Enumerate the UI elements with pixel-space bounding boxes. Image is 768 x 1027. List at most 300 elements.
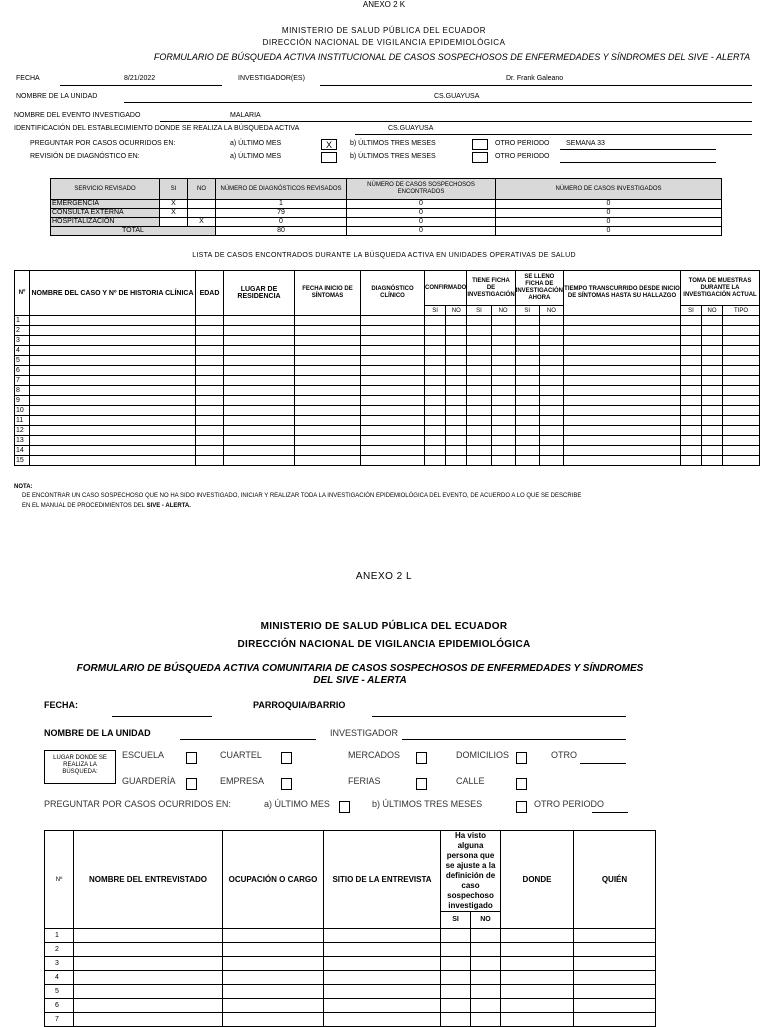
table-cell[interactable] [224,456,295,466]
table-cell[interactable] [441,929,471,943]
table-cell[interactable] [681,366,702,376]
table-cell[interactable] [564,346,681,356]
table-cell[interactable] [196,356,224,366]
domicilios-checkbox[interactable] [516,752,527,764]
table-cell[interactable] [515,326,539,336]
table-cell[interactable] [515,386,539,396]
table-cell[interactable] [446,356,467,366]
table-cell[interactable] [224,376,295,386]
table-cell[interactable] [467,426,491,436]
table-cell[interactable] [324,1013,441,1027]
table-cell[interactable] [539,346,563,356]
table-cell[interactable] [681,386,702,396]
table-cell[interactable] [501,957,574,971]
table-cell[interactable] [467,386,491,396]
table-cell[interactable] [30,386,196,396]
table-cell[interactable] [681,446,702,456]
table-cell[interactable] [491,396,515,406]
table-cell[interactable] [491,426,515,436]
table-cell[interactable] [441,1013,471,1027]
table-cell[interactable] [515,366,539,376]
guarderia-checkbox[interactable] [186,778,197,790]
table-cell[interactable] [574,985,656,999]
table-cell[interactable] [196,426,224,436]
table-cell[interactable] [74,985,223,999]
table-cell[interactable] [539,316,563,326]
table-cell[interactable] [501,971,574,985]
table-cell[interactable] [564,336,681,346]
table-cell[interactable] [467,456,491,466]
table-cell[interactable] [702,416,723,426]
table-cell[interactable] [224,426,295,436]
table-cell[interactable] [723,446,760,456]
table-cell[interactable] [196,346,224,356]
rev-tres-meses-checkbox[interactable] [472,152,488,163]
table-cell[interactable] [30,356,196,366]
table-cell[interactable] [471,999,501,1013]
table-cell[interactable] [574,943,656,957]
table-cell[interactable] [501,943,574,957]
table-cell[interactable] [196,456,224,466]
table-cell[interactable] [564,436,681,446]
empresa-checkbox[interactable] [281,778,292,790]
table-cell[interactable] [471,971,501,985]
table-cell[interactable] [425,336,446,346]
table-cell[interactable] [446,416,467,426]
table-cell[interactable] [446,406,467,416]
table-cell[interactable] [361,346,425,356]
table-cell[interactable] [723,376,760,386]
table-cell[interactable] [361,376,425,386]
hdr-donde: DONDE [501,831,574,929]
investigador-label: INVESTIGADOR(ES) [238,75,305,82]
table-cell[interactable] [702,426,723,436]
table-cell[interactable] [446,326,467,336]
table-cell[interactable] [74,1013,223,1027]
table-cell[interactable] [515,346,539,356]
table-cell[interactable] [425,326,446,336]
table-cell[interactable] [295,386,361,396]
table-cell[interactable] [723,416,760,426]
table-cell[interactable] [196,366,224,376]
table-cell[interactable] [564,426,681,436]
table-cell[interactable] [491,356,515,366]
fecha-value[interactable]: 8/21/2022 [124,75,156,82]
table-cell[interactable] [491,376,515,386]
table-cell[interactable] [467,446,491,456]
table-cell[interactable] [539,426,563,436]
table-cell[interactable] [702,436,723,446]
table-cell[interactable] [361,446,425,456]
table-cell[interactable] [491,406,515,416]
table-cell[interactable] [471,985,501,999]
table-cell[interactable] [539,326,563,336]
table-cell[interactable] [441,985,471,999]
table-cell[interactable] [446,316,467,326]
table-cell[interactable] [564,356,681,366]
table-cell[interactable] [74,999,223,1013]
table-cell[interactable] [681,336,702,346]
table-cell[interactable] [295,316,361,326]
table-cell[interactable] [564,446,681,456]
table-cell[interactable] [30,376,196,386]
table-cell[interactable] [441,999,471,1013]
table-cell[interactable] [515,336,539,346]
table-cell[interactable] [30,336,196,346]
table-cell[interactable] [223,985,324,999]
table-cell[interactable] [702,376,723,386]
table-cell[interactable] [361,406,425,416]
table-cell[interactable] [324,929,441,943]
table-cell[interactable] [501,999,574,1013]
table-cell[interactable] [446,396,467,406]
table-cell[interactable] [324,971,441,985]
table-cell[interactable] [30,316,196,326]
table-cell[interactable] [441,957,471,971]
table-cell[interactable] [361,316,425,326]
table-cell[interactable] [224,446,295,456]
table-cell[interactable] [515,376,539,386]
table-cell[interactable] [681,416,702,426]
table-cell[interactable] [702,336,723,346]
table-cell[interactable] [30,436,196,446]
table-cell[interactable] [467,416,491,426]
table-cell[interactable] [467,366,491,376]
table-cell[interactable] [723,366,760,376]
table-cell[interactable] [295,456,361,466]
table-cell[interactable] [196,416,224,426]
table-cell[interactable] [425,406,446,416]
table-cell[interactable] [30,406,196,416]
table-cell[interactable] [361,326,425,336]
table-cell[interactable] [539,336,563,346]
investigador-value[interactable]: Dr. Frank Galeano [506,75,564,82]
table-cell[interactable] [574,957,656,971]
table-cell[interactable] [467,326,491,336]
table-cell[interactable] [425,366,446,376]
table-cell[interactable] [361,396,425,406]
table-cell[interactable] [224,336,295,346]
table-cell[interactable] [30,446,196,456]
calle-checkbox[interactable] [516,778,527,790]
table-cell[interactable] [515,436,539,446]
otro-periodo-value[interactable]: SEMANA 33 [566,140,605,147]
table-cell[interactable] [224,436,295,446]
table-cell[interactable] [446,426,467,436]
table-cell[interactable] [446,456,467,466]
table-cell[interactable] [224,396,295,406]
table-cell[interactable] [723,356,760,366]
rev-ultimo-mes-checkbox[interactable] [321,152,337,163]
table-cell[interactable] [223,999,324,1013]
table-cell[interactable] [564,456,681,466]
table-cell[interactable] [702,346,723,356]
table-cell[interactable] [30,366,196,376]
otro-periodo-label-l: OTRO PERIODO [534,799,605,809]
table-cell[interactable] [223,929,324,943]
table-cell[interactable] [30,396,196,406]
cuartel-checkbox[interactable] [281,752,292,764]
table-cell[interactable] [723,326,760,336]
table-cell[interactable] [723,456,760,466]
table-cell[interactable] [467,436,491,446]
table-cell[interactable] [467,316,491,326]
table-cell[interactable] [224,356,295,366]
table-cell[interactable] [471,957,501,971]
table-cell[interactable] [539,406,563,416]
table-cell[interactable] [681,406,702,416]
table-cell[interactable] [224,346,295,356]
table-cell[interactable] [491,436,515,446]
table-cell[interactable] [501,929,574,943]
table-cell[interactable] [224,326,295,336]
table-cell[interactable] [564,386,681,396]
table-cell[interactable] [491,326,515,336]
form-title-l-2: DEL SIVE - ALERTA [313,675,407,686]
table-cell[interactable] [223,943,324,957]
table-cell[interactable] [74,943,223,957]
table-cell[interactable] [515,456,539,466]
table-cell[interactable] [564,406,681,416]
table-cell[interactable] [74,957,223,971]
table-cell[interactable] [196,326,224,336]
table-cell[interactable] [574,929,656,943]
table-cell[interactable] [295,366,361,376]
table-cell[interactable] [471,1013,501,1027]
table-cell[interactable] [224,406,295,416]
table-cell[interactable] [30,416,196,426]
place-domicilios: DOMICILIOS [456,750,510,760]
table-cell[interactable] [491,316,515,326]
table-cell[interactable] [564,326,681,336]
ultimo-mes-checkbox[interactable]: X [321,139,337,150]
table-cell[interactable] [681,436,702,446]
table-cell[interactable] [515,316,539,326]
table-cell[interactable] [723,316,760,326]
table-cell[interactable] [723,406,760,416]
table-cell[interactable] [425,426,446,436]
table-cell[interactable] [681,376,702,386]
table-cell[interactable] [539,366,563,376]
table-cell[interactable] [564,316,681,326]
table-cell[interactable] [425,446,446,456]
table-cell[interactable] [295,346,361,356]
table-cell[interactable] [501,1013,574,1027]
table-cell[interactable] [446,366,467,376]
table-cell[interactable] [425,316,446,326]
table-cell[interactable] [30,426,196,436]
table-cell[interactable] [702,366,723,376]
table-cell[interactable] [574,1013,656,1027]
table-cell[interactable] [539,386,563,396]
table-cell[interactable] [446,376,467,386]
table-cell[interactable] [446,346,467,356]
unidad-value[interactable]: CS.GUAYUSA [434,93,480,100]
table-cell[interactable] [74,929,223,943]
table-cell[interactable] [425,346,446,356]
table-cell[interactable] [441,971,471,985]
table-cell[interactable] [723,336,760,346]
table-cell[interactable] [425,416,446,426]
table-cell[interactable] [491,346,515,356]
table-cell[interactable] [425,456,446,466]
table-cell[interactable] [491,456,515,466]
table-cell[interactable] [196,336,224,346]
table-cell[interactable] [361,436,425,446]
table-cell[interactable] [324,957,441,971]
table-cell[interactable] [361,356,425,366]
table-cell[interactable] [361,366,425,376]
table-cell[interactable] [515,356,539,366]
table-cell[interactable] [681,426,702,436]
table-cell[interactable] [702,446,723,456]
table-cell[interactable] [471,943,501,957]
table-cell[interactable] [702,386,723,396]
table-cell[interactable] [681,326,702,336]
table-cell[interactable] [196,446,224,456]
table-cell[interactable] [295,406,361,416]
table-cell[interactable] [324,943,441,957]
table-cell[interactable] [564,396,681,406]
table-cell[interactable] [515,446,539,456]
table-cell[interactable] [467,396,491,406]
table-cell[interactable] [196,316,224,326]
table-cell[interactable] [30,456,196,466]
table-cell[interactable] [539,446,563,456]
table-cell[interactable] [30,326,196,336]
table-cell[interactable] [491,336,515,346]
tres-meses-checkbox[interactable] [472,139,488,150]
table-cell[interactable] [702,456,723,466]
mercados-checkbox[interactable] [416,752,427,764]
table-cell[interactable] [723,386,760,396]
table-cell[interactable] [295,396,361,406]
table-cell[interactable] [223,971,324,985]
table-cell[interactable] [425,436,446,446]
table-cell[interactable] [681,456,702,466]
escuela-checkbox[interactable] [186,752,197,764]
table-cell[interactable] [539,396,563,406]
table-cell[interactable] [324,985,441,999]
table-cell[interactable] [425,376,446,386]
table-cell[interactable] [467,336,491,346]
table-cell[interactable] [295,426,361,436]
table-cell[interactable] [515,406,539,416]
table-cell[interactable] [515,426,539,436]
table-cell[interactable] [361,336,425,346]
table-cell[interactable] [196,436,224,446]
table-cell[interactable] [491,366,515,376]
table-cell[interactable] [681,356,702,366]
table-cell[interactable] [295,356,361,366]
ferias-checkbox[interactable] [416,778,427,790]
table-cell[interactable] [491,416,515,426]
table-cell[interactable] [223,957,324,971]
table-cell[interactable] [574,971,656,985]
table-cell[interactable] [295,376,361,386]
table-cell[interactable] [295,416,361,426]
table-cell[interactable] [539,416,563,426]
table-cell[interactable] [723,436,760,446]
table-cell[interactable] [681,316,702,326]
table-cell[interactable] [425,356,446,366]
table-cell[interactable] [425,386,446,396]
table-cell[interactable] [491,386,515,396]
table-cell[interactable] [723,346,760,356]
table-cell[interactable] [681,396,702,406]
table-cell[interactable] [515,416,539,426]
table-cell[interactable] [223,1013,324,1027]
table-cell[interactable] [224,316,295,326]
table-cell[interactable] [681,346,702,356]
table-cell[interactable] [446,446,467,456]
table-cell[interactable] [574,999,656,1013]
table-cell[interactable] [295,446,361,456]
table-cell[interactable] [702,326,723,336]
table-cell[interactable] [564,416,681,426]
table-cell[interactable] [491,446,515,456]
table-cell[interactable] [723,426,760,436]
table-cell[interactable] [74,971,223,985]
table-cell[interactable] [425,396,446,406]
table-cell[interactable] [723,396,760,406]
table-cell[interactable] [224,366,295,376]
table-cell[interactable] [361,416,425,426]
evento-value[interactable]: MALARIA [230,112,261,119]
table-cell[interactable] [702,396,723,406]
table-cell[interactable] [324,999,441,1013]
table-cell[interactable] [467,406,491,416]
tres-meses-checkbox-l[interactable] [516,801,527,813]
table-cell[interactable] [196,376,224,386]
table-cell[interactable] [196,386,224,396]
table-cell[interactable] [224,416,295,426]
table-cell[interactable] [564,366,681,376]
table-cell[interactable] [564,376,681,386]
table-cell[interactable] [501,985,574,999]
table-cell[interactable] [446,386,467,396]
table-cell[interactable] [515,396,539,406]
table-cell[interactable] [361,456,425,466]
table-cell[interactable] [30,346,196,356]
table-cell[interactable] [295,336,361,346]
table-cell[interactable] [441,943,471,957]
hdr-ficha: TIENE FICHA DE INVESTIGACIÓN [467,271,515,306]
table-cell[interactable] [295,436,361,446]
table-cell[interactable] [224,386,295,396]
establecimiento-value[interactable]: CS.GUAYUSA [388,125,434,132]
table-cell[interactable] [702,406,723,416]
ultimo-mes-checkbox-l[interactable] [339,801,350,813]
table-cell[interactable] [471,929,501,943]
table-cell[interactable] [702,356,723,366]
table-cell[interactable] [196,396,224,406]
table-cell[interactable] [467,376,491,386]
table-cell[interactable] [467,346,491,356]
table-cell[interactable] [196,406,224,416]
table-cell[interactable] [446,436,467,446]
table-cell[interactable] [295,326,361,336]
table-cell[interactable] [361,426,425,436]
table-cell[interactable] [539,456,563,466]
table-cell[interactable] [467,356,491,366]
table-cell[interactable] [539,436,563,446]
table-cell[interactable] [539,376,563,386]
table-cell[interactable] [702,316,723,326]
table-cell[interactable] [361,386,425,396]
table-cell[interactable] [539,356,563,366]
table-cell[interactable] [446,336,467,346]
